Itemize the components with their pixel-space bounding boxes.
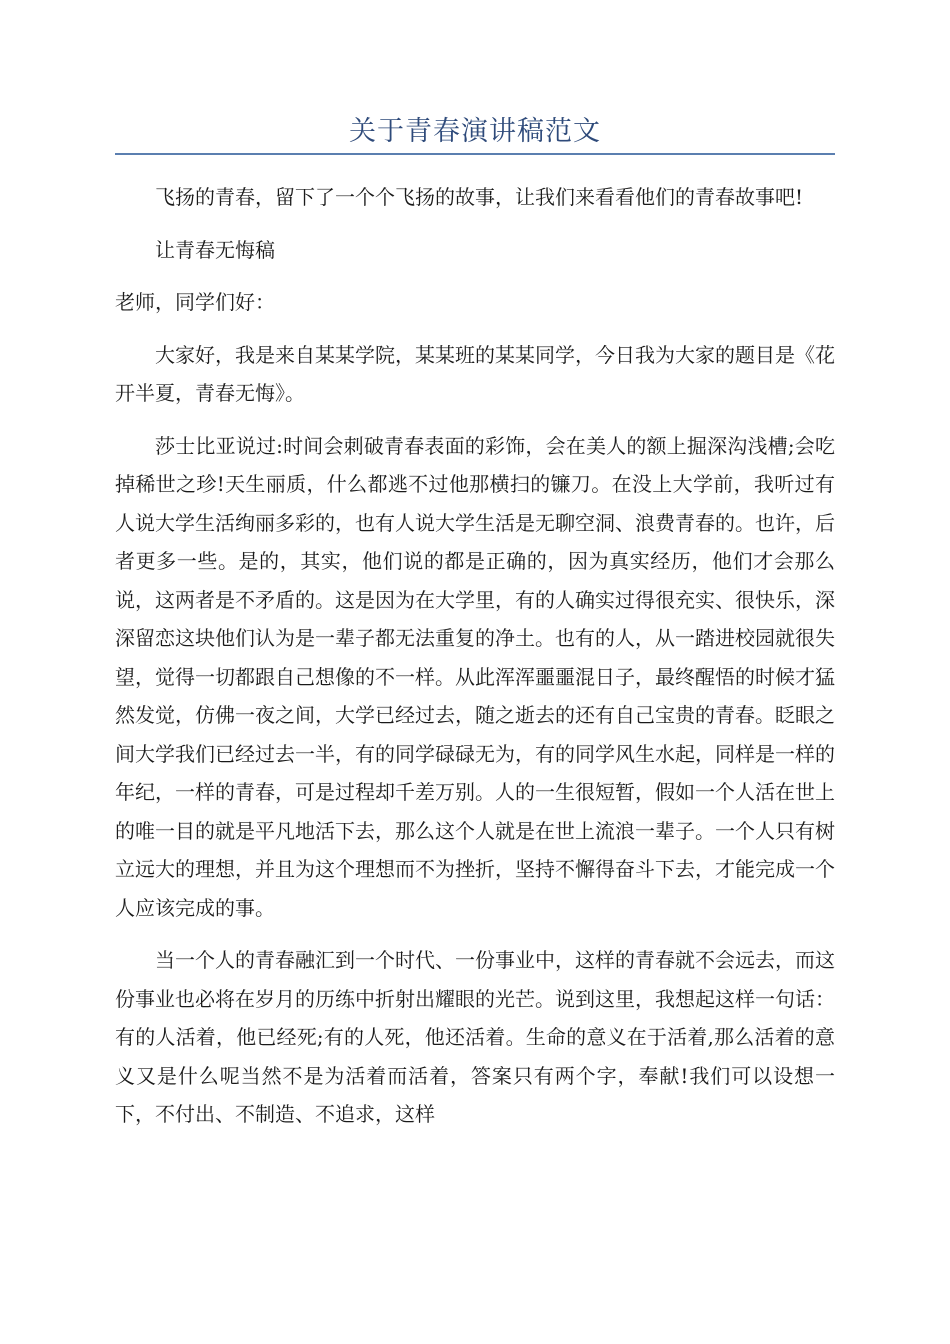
title-underline [115,153,835,155]
body-paragraph: 当一个人的青春融汇到一个时代、一份事业中，这样的青春就不会远去，而这份事业也必将在岁月的历练中折射出耀眼的光芒。说到这里，我想起这样一句话：有的人活着，他已经死;有的人死，他还活着。生命的意义在于活着,那么活着的意义又是什么呢当然不是为活着而活着，答案只有两个字，奉献!我们可以设想一下，不付出、不制造、不追求，这样 [115,948,835,1126]
document-body [115,178,835,1148]
body-paragraph: 莎士比亚说过:时间会刺破青春表面的彩饰，会在美人的额上掘深沟浅槽;会吃掉稀世之珍!天生丽质，什么都逃不过他那横扫的镰刀。在没上大学前，我听过有人说大学生活绚丽多彩的，也有人说大学生活是无聊空洞、浪费青春的。也许，后者更多一些。是的，其实，他们说的都是正确的，因为真实经历，他们才会那么说，这两者是不矛盾的。这是因为在大学里，有的人确实过得很充实、很快乐，深深留恋这块他们认为是一辈子都无法重复的净土。也有的人，从一踏进校园就很失望，觉得一切都跟自己想像的不一样。从此浑浑噩噩混日子，最终醒悟的时候才猛然发觉，仿佛一夜之间，大学已经过去，随之逝去的还有自己宝贵的青春。眨眼之间大学我们已经过去一半，有的同学碌碌无为，有的同学风生水起，同样是一样的年纪，一样的青春，可是过程却千差万别。人的一生很短暂，假如一个人活在世上的唯一目的就是平凡地活下去，那么这个人就是在世上流浪一辈子。一个人只有树立远大的理想，并且为这个理想而不为挫折，坚持不懈得奋斗下去，才能完成一个人应该完成的事。 [115,433,835,920]
speech-subtitle: 让青春无悔稿 [155,237,275,262]
body-paragraph: 大家好，我是来自某某学院，某某班的某某同学，今日我为大家的题目是《花开半夏，青春无悔》。 [115,342,835,405]
salutation: 老师，同学们好： [115,290,275,314]
intro-paragraph: 飞扬的青春，留下了一个个飞扬的故事，让我们来看看他们的青春故事吧! [155,185,804,209]
document-title: 关于青春演讲稿范文 [349,116,601,147]
